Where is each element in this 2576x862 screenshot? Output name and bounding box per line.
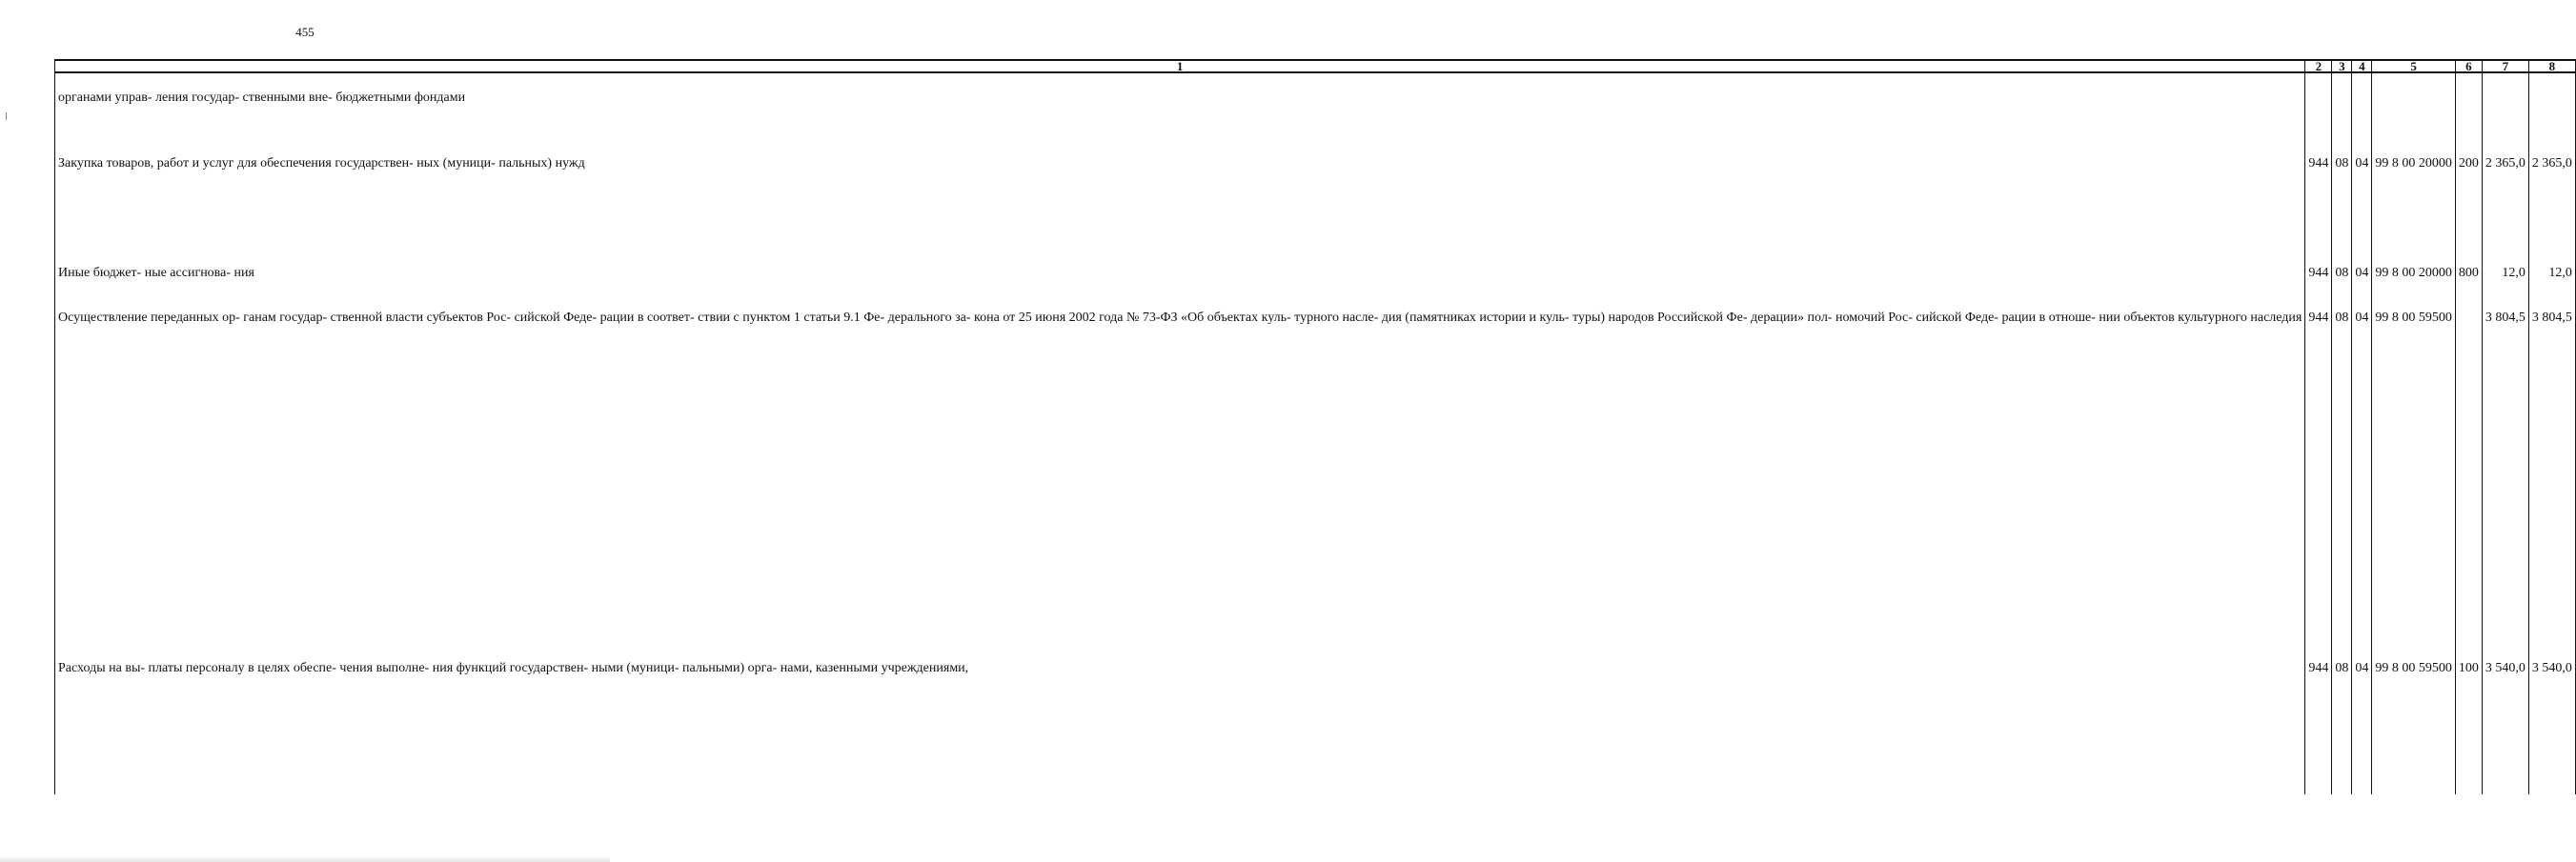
target-article-code: 99 8 00 20000 xyxy=(2372,153,2456,263)
section-code xyxy=(2332,72,2352,153)
ministry-code: 944 xyxy=(2305,657,2332,794)
col-header-2: 2 xyxy=(2305,60,2332,72)
table-row xyxy=(55,153,2576,263)
target-article-code xyxy=(2372,72,2456,153)
amount-col7: 3 804,5 xyxy=(2482,308,2528,657)
expense-type-code: 100 xyxy=(2455,657,2482,794)
amount-col7: 3 540,0 xyxy=(2482,657,2528,794)
section-code: 08 xyxy=(2332,263,2352,308)
budget-table xyxy=(54,59,2576,794)
subsection-code xyxy=(2352,72,2372,153)
amount-col8: 3 804,5 xyxy=(2528,308,2575,657)
col-header-8: 8 xyxy=(2528,60,2575,72)
amount-col7: 12,0 xyxy=(2482,263,2528,308)
expense-type-code xyxy=(2455,308,2482,657)
col-header-4: 4 xyxy=(2352,60,2372,72)
section-code: 08 xyxy=(2332,153,2352,263)
amount-col8: 2 365,0 xyxy=(2528,153,2575,263)
amount-col8: 3 540,0 xyxy=(2528,657,2575,794)
col-header-1: 1 xyxy=(55,60,2305,72)
scan-mark xyxy=(6,112,7,120)
section-code: 08 xyxy=(2332,657,2352,794)
ministry-code: 944 xyxy=(2305,308,2332,657)
target-article-code: 99 8 00 20000 xyxy=(2372,263,2456,308)
amount-col7 xyxy=(2482,72,2528,153)
col-header-7: 7 xyxy=(2482,60,2528,72)
row-description: Осуществление переданных ор- ганам государ- ственной власти субъектов Рос- сийской Феде- рации в соответ- ствии с пунктом 1 статьи 9.1 Фе- дерального за- кона от 25 июня 2002 года № 73-ФЗ «Об объектах куль- турного насле- дия (памятниках истории и куль- туры) народов Российской Фе- дерации» пол- номочий Рос- сийской Феде- рации в отноше- нии объектов культурного наследия xyxy=(55,308,2305,657)
col-header-5: 5 xyxy=(2372,60,2456,72)
subsection-code: 04 xyxy=(2352,657,2372,794)
ministry-code: 944 xyxy=(2305,153,2332,263)
table-row xyxy=(55,263,2576,308)
section-code: 08 xyxy=(2332,308,2352,657)
row-description: Расходы на вы- платы персоналу в целях обеспе- чения выполне- ния функций государствен- ными (муници- пальными) орга- нами, казенными учреждениями, xyxy=(55,657,2305,794)
expense-type-code: 800 xyxy=(2455,263,2482,308)
target-article-code: 99 8 00 59500 xyxy=(2372,657,2456,794)
table-row xyxy=(55,72,2576,153)
header-row xyxy=(55,60,2576,72)
scan-edge xyxy=(0,855,610,862)
col-header-6: 6 xyxy=(2455,60,2482,72)
subsection-code: 04 xyxy=(2352,263,2372,308)
expense-type-code: 200 xyxy=(2455,153,2482,263)
row-description: Закупка товаров, работ и услуг для обеспечения государствен- ных (муници- пальных) нужд xyxy=(55,153,2305,263)
table-row xyxy=(55,657,2576,794)
col-header-3: 3 xyxy=(2332,60,2352,72)
subsection-code: 04 xyxy=(2352,153,2372,263)
ministry-code xyxy=(2305,72,2332,153)
amount-col7: 2 365,0 xyxy=(2482,153,2528,263)
expense-type-code xyxy=(2455,72,2482,153)
row-description: органами управ- ления государ- ственными вне- бюджетными фондами xyxy=(55,72,2305,153)
amount-col8 xyxy=(2528,72,2575,153)
subsection-code: 04 xyxy=(2352,308,2372,657)
table-row xyxy=(55,308,2576,657)
row-description: Иные бюджет- ные ассигнова- ния xyxy=(55,263,2305,308)
page-number: 455 xyxy=(295,25,314,39)
ministry-code: 944 xyxy=(2305,263,2332,308)
amount-col8: 12,0 xyxy=(2528,263,2575,308)
target-article-code: 99 8 00 59500 xyxy=(2372,308,2456,657)
